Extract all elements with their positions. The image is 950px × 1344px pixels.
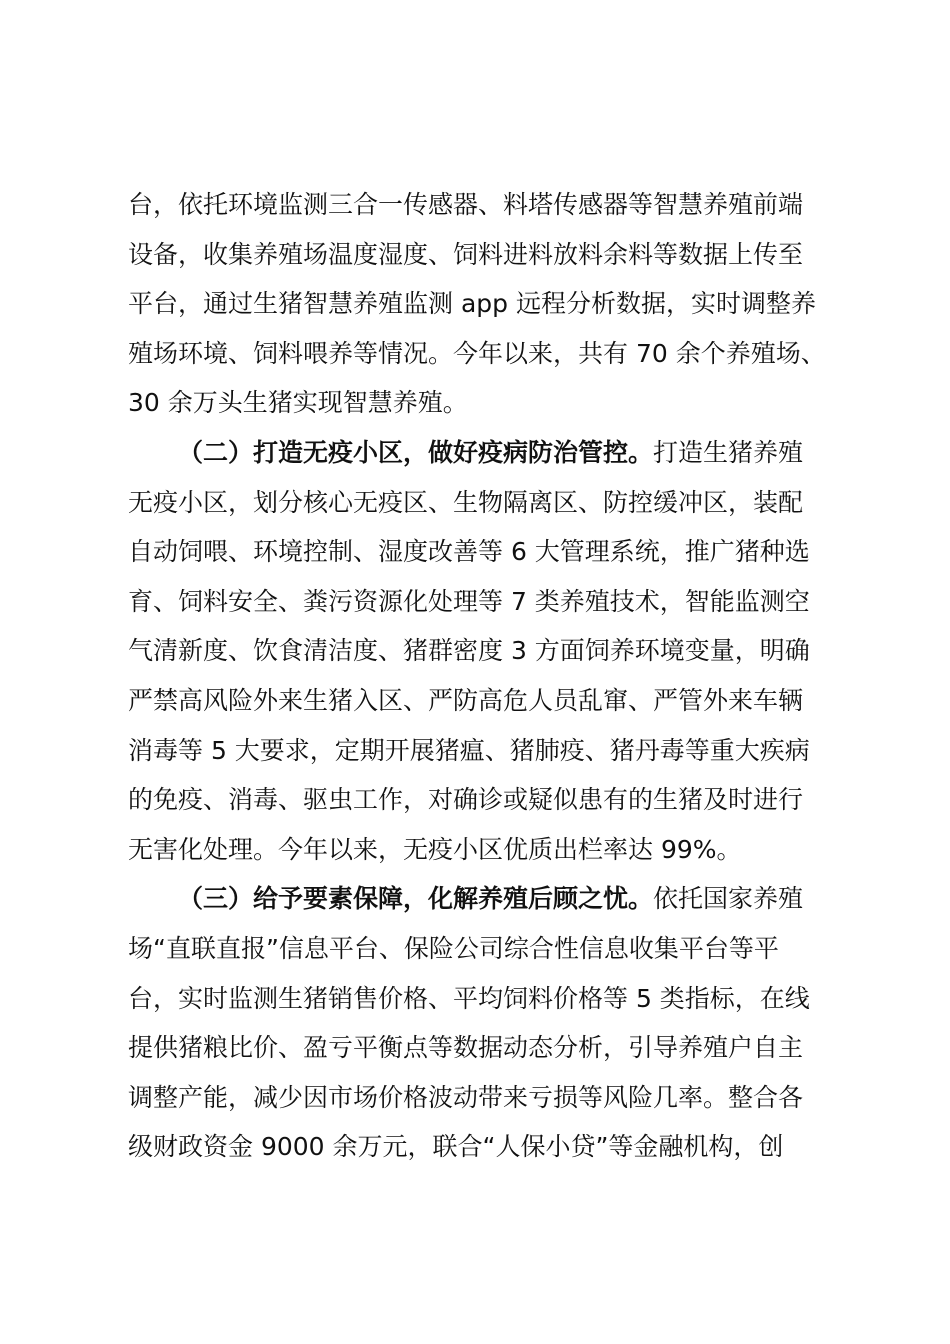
text-line: 平台，通过生猪智慧养殖监测 app 远程分析数据，实时调整养 <box>128 289 816 319</box>
paragraph-disease-free-zone <box>128 428 844 874</box>
heading-followup-text: 依托国家养殖 <box>653 884 804 914</box>
text-line: 殖场环境、饲料喂养等情况。今年以来，共有 70 余个养殖场、 <box>128 338 826 368</box>
text-line: 提供猪粮比价、盈亏平衡点等数据动态分析，引导养殖户自主 <box>128 1033 804 1063</box>
text-line: 调整产能，减少因市场价格波动带来亏损等风险几率。整合各 <box>128 1082 804 1112</box>
text-line: 的免疫、消毒、驱虫工作，对确诊或疑似患有的生猪及时进行 <box>128 785 804 815</box>
text-line: 自动饲喂、环境控制、湿度改善等 6 大管理系统，推广猪种选 <box>128 537 810 567</box>
text-line: 台，实时监测生猪销售价格、平均饲料价格等 5 类指标，在线 <box>128 983 810 1013</box>
section-heading: （二）打造无疫小区，做好疫病防治管控。 <box>178 437 654 467</box>
paragraph-factor-guarantee <box>128 874 844 1172</box>
text-line: 30 余万头生猪实现智慧养殖。 <box>128 388 468 418</box>
text-line <box>128 428 844 478</box>
text-line: 无疫小区，划分核心无疫区、生物隔离区、防控缓冲区，装配 <box>128 487 804 517</box>
section-heading: （三）给予要素保障，化解养殖后顾之忧。 <box>178 884 654 914</box>
text-line: 严禁高风险外来生猪入区、严防高危人员乱窜、严管外来车辆 <box>128 685 804 715</box>
text-line <box>128 874 844 924</box>
text-line: 消毒等 5 大要求，定期开展猪瘟、猪肺疫、猪丹毒等重大疾病 <box>128 735 810 765</box>
text-line: 设备，收集养殖场温度湿度、饲料进料放料余料等数据上传至 <box>128 239 804 269</box>
text-line: 无害化处理。今年以来，无疫小区优质出栏率达 99%。 <box>128 834 742 864</box>
text-line: 场“直联直报”信息平台、保险公司综合性信息收集平台等平 <box>128 933 779 963</box>
text-line: 级财政资金 9000 余万元，联合“人保小贷”等金融机构，创 <box>128 1132 784 1162</box>
text-line: 育、饲料安全、粪污资源化处理等 7 类养殖技术，智能监测空 <box>128 586 810 616</box>
document-body <box>128 180 844 1172</box>
text-line: 气清新度、饮食清洁度、猪群密度 3 方面饲养环境变量，明确 <box>128 636 810 666</box>
text-line: 台，依托环境监测三合一传感器、料塔传感器等智慧养殖前端 <box>128 190 804 219</box>
heading-followup-text: 打造生猪养殖 <box>653 437 804 467</box>
paragraph-smart-farming <box>128 180 844 428</box>
